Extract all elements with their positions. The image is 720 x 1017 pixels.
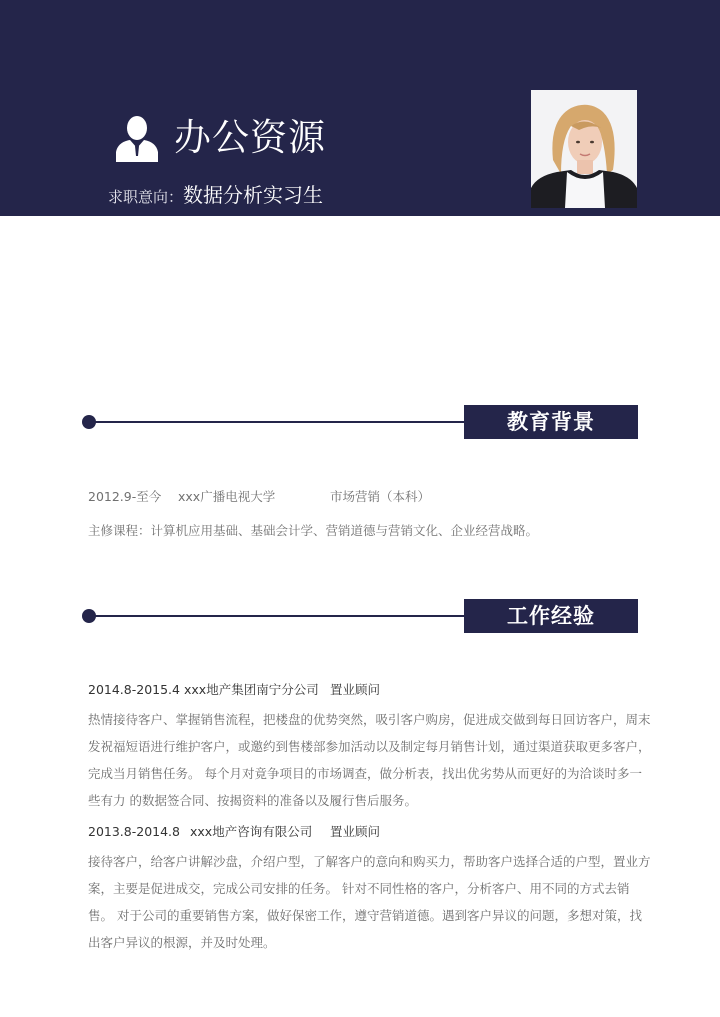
header-banner [0,0,720,216]
job-period: 2014.8-2015.4 [88,682,180,697]
job-description-line: 案，主要是促进成交，完成公司安排的任务。 针对不同性格的客户，分析客户、用不同的方式去销 [88,881,630,896]
job-company: xxx地产咨询有限公司 [190,824,313,839]
job-description [88,706,651,814]
job-period: 2013.8-2014.8 [88,824,180,839]
job-position: 置业顾问 [330,682,381,697]
job-description-line: 售。 对于公司的重要销售方案，做好保密工作，遵守营销道德。遇到客户异议的问题，多想对策，找 [88,908,642,923]
education-period: 2012.9-至今 [88,489,162,504]
profile-photo [531,90,637,208]
job-company: xxx地产集团南宁分公司 [184,682,319,697]
job-intent-value: 数据分析实习生 [183,183,324,207]
job-position: 置业顾问 [330,824,381,839]
education-title: 教育背景 [464,405,638,439]
job-description-line: 发祝福短语进行维护客户，或邀约到售楼部参加活动以及制定每月销售计划，通过渠道获取更多客户， [88,739,651,754]
profile-photo-image [531,90,637,208]
section-line [92,421,482,423]
job-description-line: 些有力 的数据签合同、按揭资料的准备以及履行售后服务。 [88,793,417,808]
education-school: xxx广播电视大学 [178,489,276,504]
job-description-line: 热情接待客户、掌握销售流程，把楼盘的优势突然，吸引客户购房，促进成交做到每日回访客户，周末 [88,712,651,727]
work-section-header [82,599,638,633]
education-major: 市场营销（本科） [330,489,431,504]
job-intent [108,180,323,212]
job-intent-label: 求职意向： [108,188,184,206]
section-line [92,615,482,617]
job-description [88,848,651,956]
person-icon [116,116,158,162]
work-title: 工作经验 [464,599,638,633]
candidate-name: 办公资源 [174,116,326,159]
education-courses: 主修课程：计算机应用基础、基础会计学、营销道德与营销文化、企业经营战略。 [88,523,539,538]
job-description-line: 接待客户，给客户讲解沙盘，介绍户型，了解客户的意向和购买力，帮助客户选择合适的户型，置业方 [88,854,651,869]
job-description-line: 完成当月销售任务。 每个月对竟争项目的市场调查，做分析表，找出优劣势从而更好的为洽谈时多一 [88,766,642,781]
education-section-header [82,405,638,439]
job-description-line: 出客户异议的根源，并及时处理。 [88,935,276,950]
